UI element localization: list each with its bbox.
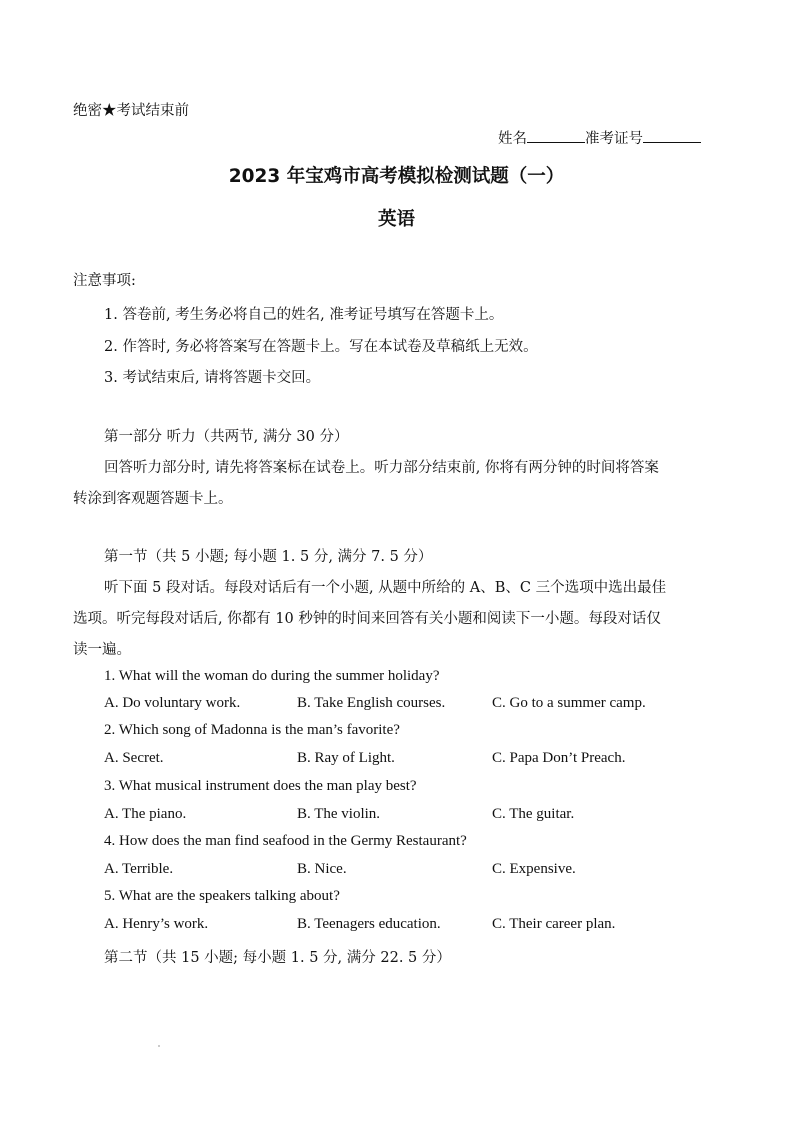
notes-heading: 注意事项: [73, 273, 136, 289]
q4-option-c: C. Expensive. [492, 861, 576, 877]
name-blank [527, 130, 585, 143]
q5-option-b: B. Teenagers education. [297, 916, 441, 932]
question-5: 5. What are the speakers talking about? [104, 888, 340, 904]
part1-instruction: 回答听力部分时, 请先将答案标在试卷上。听力部分结束前, 你将有两分钟的时间将答案 [104, 460, 659, 476]
section1-heading: 第一节（共 5 小题; 每小题 1. 5 分, 满分 7. 5 分） [104, 549, 433, 565]
section1-instruction-cont: 读一遍。 [73, 642, 131, 658]
q2-option-b: B. Ray of Light. [297, 750, 395, 766]
part1-heading: 第一部分 听力（共两节, 满分 30 分） [104, 429, 349, 445]
q2-option-a: A. Secret. [104, 750, 164, 766]
q1-option-c: C. Go to a summer camp. [492, 695, 646, 711]
exam-id-label: 准考证号 [585, 131, 643, 147]
note-item: 1. 答卷前, 考生务必将自己的姓名, 准考证号填写在答题卡上。 [104, 307, 504, 323]
section1-instruction-cont: 选项。听完每段对话后, 你都有 10 秒钟的时间来回答有关小题和阅读下一小题。每段对话仅 [73, 611, 661, 627]
note-item: 2. 作答时, 务必将答案写在答题卡上。写在本试卷及草稿纸上无效。 [104, 339, 538, 355]
section1-instruction: 听下面 5 段对话。每段对话后有一个小题, 从题中所给的 A、B、C 三个选项中选出最佳 [104, 580, 667, 596]
subject-title: 英语 [377, 209, 415, 230]
q4-option-b: B. Nice. [297, 861, 347, 877]
q3-option-a: A. The piano. [104, 806, 187, 822]
question-4: 4. How does the man find seafood in the Germy Restaurant? [104, 833, 467, 849]
q4-option-a: A. Terrible. [104, 861, 174, 877]
q1-option-b: B. Take English courses. [297, 695, 446, 711]
name-label: 姓名 [498, 131, 527, 147]
q3-option-c: C. The guitar. [492, 806, 575, 822]
q5-option-a: A. Henry’s work. [104, 916, 209, 932]
section2-heading: 第二节（共 15 小题; 每小题 1. 5 分, 满分 22. 5 分） [104, 950, 451, 966]
note-item: 3. 考试结束后, 请将答题卡交回。 [104, 370, 321, 386]
q2-option-c: C. Papa Don’t Preach. [492, 750, 626, 766]
exam-title: 2023 年宝鸡市高考模拟检测试题（一） [228, 166, 565, 187]
q1-option-a: A. Do voluntary work. [104, 695, 241, 711]
question-1: 1. What will the woman do during the summer holiday? [104, 668, 440, 684]
scan-speck [158, 1045, 160, 1047]
exam-id-blank [643, 130, 701, 143]
q3-option-b: B. The violin. [297, 806, 381, 822]
confidential-label: 绝密★考试结束前 [73, 103, 189, 119]
part1-instruction-cont: 转涂到客观题答题卡上。 [73, 491, 233, 507]
candidate-info [498, 127, 701, 148]
q5-option-c: C. Their career plan. [492, 916, 616, 932]
question-2: 2. Which song of Madonna is the man’s favorite? [104, 722, 400, 738]
question-3: 3. What musical instrument does the man play best? [104, 778, 417, 794]
